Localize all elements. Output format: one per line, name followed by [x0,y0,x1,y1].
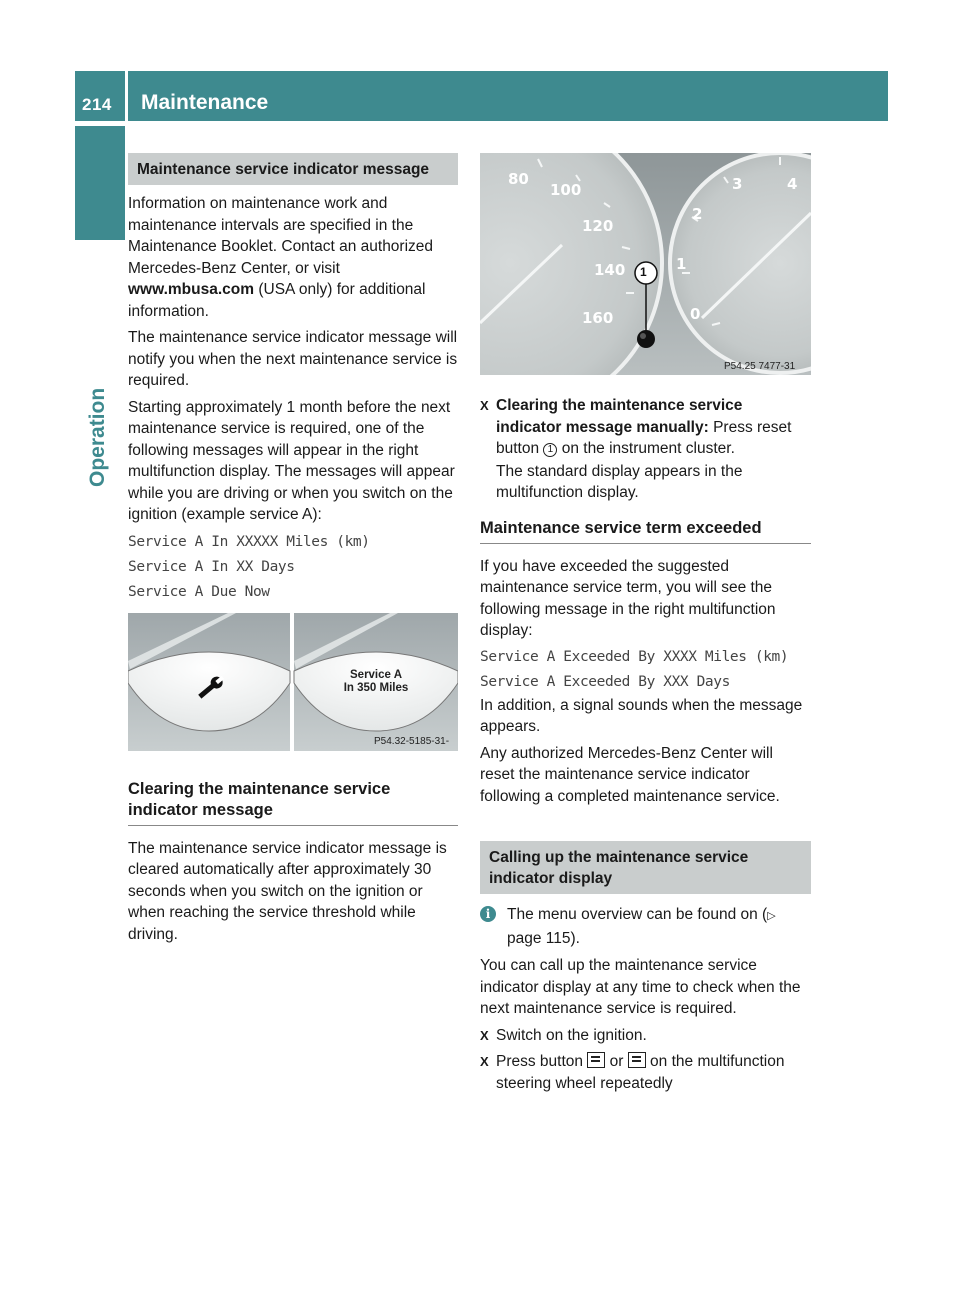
page-number-box [75,71,125,121]
menu-forward-button-icon [628,1052,646,1068]
paragraph-notify: The maintenance service indicator message will notify you when the next maintenance service is required. [128,329,458,389]
message-3: Service A Due Now [128,583,270,600]
message-exceeded-miles: Service A Exceeded By XXXX Miles (km) [480,648,789,665]
paragraph-starting: Starting approximately 1 month before the next maintenance service is required, one of the following messages will appear in the right multifunction display. The messages will appear while you are driving or when you switch on the ignition (example service A): [128,398,455,523]
paragraph-cleared: The maintenance service indicator message is cleared automatically after approximately 30 seconds when you switch on the ignition or when reaching the service threshold while driving. [128,839,447,943]
speed-tick-100: 100 [550,181,582,199]
message-2: Service A In XX Days [128,558,295,575]
step-arrow-icon: X [480,1027,489,1043]
left-column [128,153,458,945]
website-link[interactable]: www.mbusa.com [128,281,255,298]
callout-1-icon: 1 [543,443,557,457]
header-title-box [128,71,888,121]
instrument-cluster-illustration [480,153,811,375]
paragraph-standard-display: The standard display appears in the multifunction display. [496,462,743,501]
step-arrow-icon: X [480,1054,489,1069]
rpm-tick-2: 2 [692,205,703,223]
service-display-text: Service A In 350 Miles [343,668,409,694]
rpm-tick-0: 0 [690,305,701,323]
page-number: 214 [82,95,112,114]
instrument-cluster-image [480,153,811,375]
step-switch-ignition: X Switch on the ignition. [480,1025,811,1047]
step-arrow-icon: X [480,398,489,413]
paragraph-call-up: You can call up the maintenance service indicator display at any time to check when the next maintenance service is required. [480,957,801,1017]
side-tab [75,126,125,240]
section-title-maintenance-indicator: Maintenance service indicator message [128,153,458,185]
paragraph-signal: In addition, a signal sounds when the message appears. [480,696,803,735]
subsection-title-clearing: Clearing the maintenance service indicator message [128,779,458,826]
rpm-tick-1: 1 [676,255,687,273]
right-column [480,153,811,1094]
page-header [75,71,888,121]
callout-1: 1 [640,265,647,279]
rpm-tick-3: 3 [732,175,743,193]
step-press-button: X Press button or on the multifunction steering wheel repeatedly [480,1053,785,1092]
info-icon: i [480,906,496,922]
info-note: i The menu overview can be found on (▷ page 115). [480,904,811,949]
section-title-calling-up: Calling up the maintenance service indicator display [480,841,811,894]
paragraph-reset: Any authorized Mercedes-Benz Center will reset the maintenance service indicator following a completed maintenance service. [480,744,780,805]
image-code-right: P54.25 7477-31 [724,361,796,372]
paragraph-info: Information on maintenance work and maintenance intervals are specified in the Maintenance Booklet. Contact an authorized Mercedes-Benz Center, or visit www.mbusa.com (USA only) for additional information. [128,195,434,320]
message-1: Service A In XXXXX Miles (km) [128,533,370,550]
page-ref-arrow-icon: ▷ [767,910,776,922]
step-clear-manually: X Clearing the maintenance service indicator message manually: Press reset button 1 on the instrument cluster. [480,397,792,457]
subsection-title-term-exceeded: Maintenance service term exceeded [480,518,811,544]
menu-back-button-icon [587,1052,605,1068]
speed-tick-160: 160 [582,309,614,327]
service-display-image [128,613,458,751]
paragraph-exceeded: If you have exceeded the suggested maintenance service term, you will see the following message in the right multifunction display: [480,557,776,639]
image-code-left: P54.32-5185-31- [374,735,450,747]
header-title: Maintenance [141,91,269,114]
rpm-tick-4: 4 [787,175,798,193]
message-exceeded-days: Service A Exceeded By XXX Days [480,673,730,690]
speed-tick-120: 120 [582,217,614,235]
speed-tick-140: 140 [594,261,626,279]
side-tab-label: Operation [86,387,109,487]
speed-tick-80: 80 [508,170,529,188]
